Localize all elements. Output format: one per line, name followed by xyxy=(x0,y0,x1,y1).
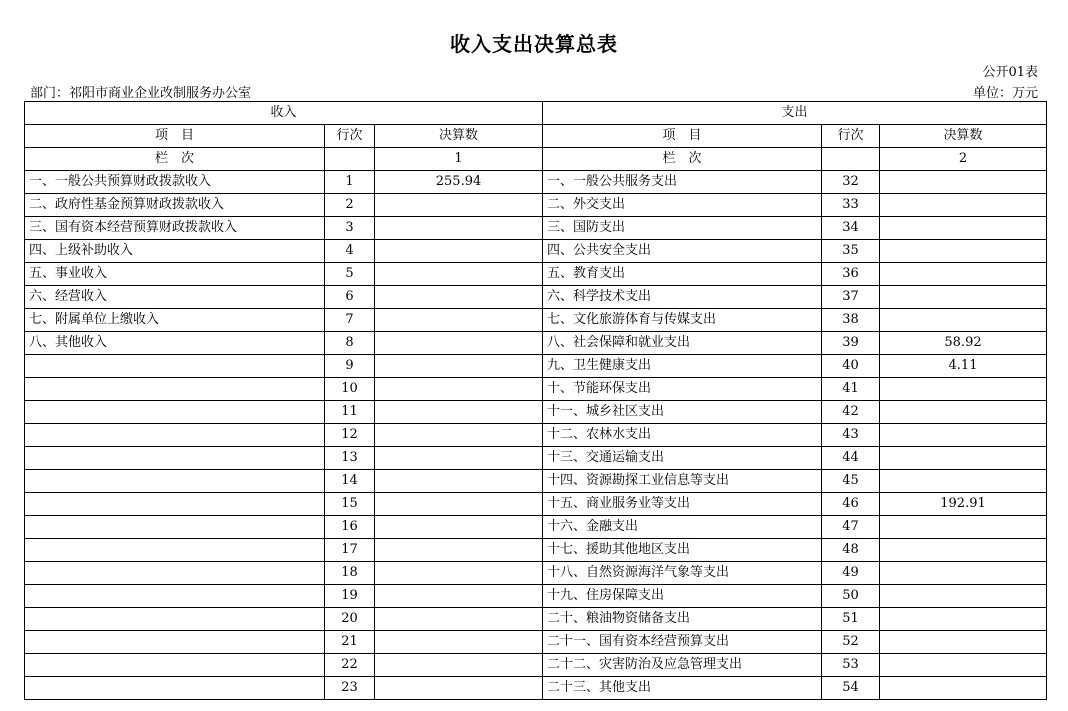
income-item-cell xyxy=(25,516,325,539)
expense-line-cell: 44 xyxy=(822,447,880,470)
expense-item-cell: 十三、交通运输支出 xyxy=(543,447,822,470)
income-amount-cell xyxy=(375,401,543,424)
income-amount-cell xyxy=(375,470,543,493)
income-line-cell: 5 xyxy=(325,263,375,286)
expense-header: 支出 xyxy=(543,102,1047,125)
income-line-cell: 20 xyxy=(325,608,375,631)
expense-line-cell: 48 xyxy=(822,539,880,562)
expense-amount-cell: 192.91 xyxy=(880,493,1047,516)
income-item-cell xyxy=(25,447,325,470)
expense-line-cell: 45 xyxy=(822,470,880,493)
expense-amount-cell xyxy=(880,217,1047,240)
income-line-cell: 16 xyxy=(325,516,375,539)
income-line-cell: 13 xyxy=(325,447,375,470)
table-row xyxy=(25,171,1047,194)
expense-amount-cell xyxy=(880,424,1047,447)
income-amount-cell xyxy=(375,585,543,608)
form-number: 公开01表 xyxy=(982,65,1038,80)
page-title: 收入支出决算总表 xyxy=(450,32,618,56)
income-amount-cell xyxy=(375,355,543,378)
expense-line-cell: 35 xyxy=(822,240,880,263)
income-line-cell: 17 xyxy=(325,539,375,562)
income-item-cell xyxy=(25,493,325,516)
expense-item-cell: 二十二、灾害防治及应急管理支出 xyxy=(543,654,822,677)
table-row xyxy=(25,585,1047,608)
income-line-cell: 2 xyxy=(325,194,375,217)
expense-column-number: 2 xyxy=(880,148,1047,171)
expense-item-cell: 四、公共安全支出 xyxy=(543,240,822,263)
expense-item-cell: 五、教育支出 xyxy=(543,263,822,286)
unit-label: 单位：万元 xyxy=(972,86,1038,101)
income-item-cell: 六、经营收入 xyxy=(25,286,325,309)
table-row xyxy=(25,539,1047,562)
table-row xyxy=(25,516,1047,539)
income-amount-cell xyxy=(375,194,543,217)
table-row xyxy=(25,608,1047,631)
table-row xyxy=(25,378,1047,401)
income-amount-cell xyxy=(375,539,543,562)
income-amount-cell xyxy=(375,562,543,585)
expense-item-cell: 十、节能环保支出 xyxy=(543,378,822,401)
income-amount-header: 决算数 xyxy=(375,125,543,148)
income-line-cell: 23 xyxy=(325,677,375,700)
table-row xyxy=(25,470,1047,493)
income-item-cell xyxy=(25,378,325,401)
expense-amount-cell xyxy=(880,470,1047,493)
income-item-cell: 四、上级补助收入 xyxy=(25,240,325,263)
income-amount-cell xyxy=(375,516,543,539)
expense-item-cell: 十一、城乡社区支出 xyxy=(543,401,822,424)
income-amount-cell xyxy=(375,447,543,470)
expense-line-cell: 42 xyxy=(822,401,880,424)
expense-item-cell: 三、国防支出 xyxy=(543,217,822,240)
expense-line-cell: 50 xyxy=(822,585,880,608)
table-row xyxy=(25,355,1047,378)
expense-line-cell: 39 xyxy=(822,332,880,355)
income-item-cell xyxy=(25,401,325,424)
income-line-cell: 12 xyxy=(325,424,375,447)
income-amount-cell xyxy=(375,608,543,631)
expense-amount-cell: 4.11 xyxy=(880,355,1047,378)
expense-item-cell: 十九、住房保障支出 xyxy=(543,585,822,608)
expense-amount-cell xyxy=(880,401,1047,424)
income-amount-cell xyxy=(375,286,543,309)
income-line-cell: 4 xyxy=(325,240,375,263)
table-row xyxy=(25,677,1047,700)
income-amount-cell xyxy=(375,217,543,240)
expense-amount-cell xyxy=(880,516,1047,539)
expense-item-cell: 二十一、国有资本经营预算支出 xyxy=(543,631,822,654)
expense-amount-cell xyxy=(880,608,1047,631)
expense-line-cell: 41 xyxy=(822,378,880,401)
expense-line-cell: 43 xyxy=(822,424,880,447)
income-header: 收入 xyxy=(25,102,543,125)
expense-line-cell: 51 xyxy=(822,608,880,631)
income-item-cell: 七、附属单位上缴收入 xyxy=(25,309,325,332)
income-column-label: 栏 次 xyxy=(25,148,325,171)
budget-table xyxy=(24,101,1047,700)
expense-amount-cell xyxy=(880,171,1047,194)
income-amount-cell xyxy=(375,654,543,677)
expense-column-label: 栏 次 xyxy=(543,148,822,171)
expense-line-cell: 34 xyxy=(822,217,880,240)
expense-item-cell: 十四、资源勘探工业信息等支出 xyxy=(543,470,822,493)
income-item-cell: 二、政府性基金预算财政拨款收入 xyxy=(25,194,325,217)
expense-amount-header: 决算数 xyxy=(880,125,1047,148)
expense-item-cell: 十七、援助其他地区支出 xyxy=(543,539,822,562)
expense-amount-cell xyxy=(880,194,1047,217)
department-name: 祁阳市商业企业改制服务办公室 xyxy=(69,86,252,101)
expense-item-cell: 七、文化旅游体育与传媒支出 xyxy=(543,309,822,332)
column-header-row xyxy=(25,125,1047,148)
income-item-cell xyxy=(25,677,325,700)
expense-amount-cell xyxy=(880,263,1047,286)
income-item-cell: 五、事业收入 xyxy=(25,263,325,286)
income-amount-cell xyxy=(375,309,543,332)
expense-amount-cell xyxy=(880,631,1047,654)
income-item-cell xyxy=(25,562,325,585)
income-amount-cell xyxy=(375,263,543,286)
income-amount-cell xyxy=(375,332,543,355)
expense-amount-cell xyxy=(880,539,1047,562)
table-row xyxy=(25,401,1047,424)
department-label: 部门： xyxy=(30,86,70,101)
expense-amount-cell xyxy=(880,677,1047,700)
expense-amount-cell: 58.92 xyxy=(880,332,1047,355)
expense-item-cell: 二十、粮油物资储备支出 xyxy=(543,608,822,631)
table-row xyxy=(25,447,1047,470)
income-line-cell: 19 xyxy=(325,585,375,608)
expense-line-cell: 38 xyxy=(822,309,880,332)
expense-amount-cell xyxy=(880,585,1047,608)
column-number-row xyxy=(25,148,1047,171)
income-column-number: 1 xyxy=(375,148,543,171)
income-amount-cell xyxy=(375,378,543,401)
table-row xyxy=(25,654,1047,677)
table-row xyxy=(25,194,1047,217)
income-amount-cell xyxy=(375,677,543,700)
department-line xyxy=(30,82,251,101)
income-item-cell: 一、一般公共预算财政拨款收入 xyxy=(25,171,325,194)
expense-item-cell: 二十三、其他支出 xyxy=(543,677,822,700)
expense-item-cell: 十六、金融支出 xyxy=(543,516,822,539)
expense-item-cell: 九、卫生健康支出 xyxy=(543,355,822,378)
income-item-cell xyxy=(25,539,325,562)
expense-line-cell: 52 xyxy=(822,631,880,654)
expense-amount-cell xyxy=(880,378,1047,401)
expense-line-cell: 33 xyxy=(822,194,880,217)
table-row xyxy=(25,309,1047,332)
expense-item-cell: 十五、商业服务业等支出 xyxy=(543,493,822,516)
table-row xyxy=(25,332,1047,355)
section-header-row xyxy=(25,102,1047,125)
income-amount-cell xyxy=(375,493,543,516)
expense-line-cell: 36 xyxy=(822,263,880,286)
expense-line-cell: 54 xyxy=(822,677,880,700)
income-line-cell: 1 xyxy=(325,171,375,194)
table-row xyxy=(25,424,1047,447)
income-amount-cell xyxy=(375,631,543,654)
expense-item-cell: 六、科学技术支出 xyxy=(543,286,822,309)
expense-item-cell: 十八、自然资源海洋气象等支出 xyxy=(543,562,822,585)
table-row xyxy=(25,286,1047,309)
income-line-cell: 9 xyxy=(325,355,375,378)
expense-line-cell: 37 xyxy=(822,286,880,309)
income-item-cell xyxy=(25,470,325,493)
income-amount-cell xyxy=(375,424,543,447)
expense-amount-cell xyxy=(880,240,1047,263)
income-item-cell xyxy=(25,355,325,378)
income-line-blank xyxy=(325,148,375,171)
income-line-header: 行次 xyxy=(325,125,375,148)
income-line-cell: 8 xyxy=(325,332,375,355)
table-row xyxy=(25,631,1047,654)
expense-line-blank xyxy=(822,148,880,171)
expense-amount-cell xyxy=(880,562,1047,585)
income-item-header: 项 目 xyxy=(25,125,325,148)
income-line-cell: 18 xyxy=(325,562,375,585)
income-line-cell: 11 xyxy=(325,401,375,424)
expense-item-cell: 一、一般公共服务支出 xyxy=(543,171,822,194)
expense-amount-cell xyxy=(880,309,1047,332)
expense-amount-cell xyxy=(880,286,1047,309)
income-item-cell xyxy=(25,424,325,447)
table-row xyxy=(25,562,1047,585)
expense-amount-cell xyxy=(880,447,1047,470)
income-line-cell: 10 xyxy=(325,378,375,401)
expense-line-cell: 49 xyxy=(822,562,880,585)
income-line-cell: 7 xyxy=(325,309,375,332)
expense-item-cell: 二、外交支出 xyxy=(543,194,822,217)
income-amount-cell xyxy=(375,240,543,263)
income-line-cell: 3 xyxy=(325,217,375,240)
income-line-cell: 15 xyxy=(325,493,375,516)
table-body xyxy=(25,171,1047,700)
income-amount-cell: 255.94 xyxy=(375,171,543,194)
income-item-cell xyxy=(25,608,325,631)
income-line-cell: 22 xyxy=(325,654,375,677)
income-line-cell: 21 xyxy=(325,631,375,654)
table-row xyxy=(25,493,1047,516)
income-item-cell xyxy=(25,585,325,608)
income-line-cell: 14 xyxy=(325,470,375,493)
expense-line-cell: 47 xyxy=(822,516,880,539)
income-line-cell: 6 xyxy=(325,286,375,309)
expense-line-cell: 32 xyxy=(822,171,880,194)
expense-line-cell: 53 xyxy=(822,654,880,677)
income-item-cell xyxy=(25,654,325,677)
expense-item-cell: 十二、农林水支出 xyxy=(543,424,822,447)
expense-item-header: 项 目 xyxy=(543,125,822,148)
income-item-cell: 三、国有资本经营预算财政拨款收入 xyxy=(25,217,325,240)
income-item-cell xyxy=(25,631,325,654)
table-row xyxy=(25,240,1047,263)
expense-item-cell: 八、社会保障和就业支出 xyxy=(543,332,822,355)
expense-amount-cell xyxy=(880,654,1047,677)
income-item-cell: 八、其他收入 xyxy=(25,332,325,355)
expense-line-cell: 46 xyxy=(822,493,880,516)
table-row xyxy=(25,263,1047,286)
expense-line-header: 行次 xyxy=(822,125,880,148)
table-row xyxy=(25,217,1047,240)
expense-line-cell: 40 xyxy=(822,355,880,378)
